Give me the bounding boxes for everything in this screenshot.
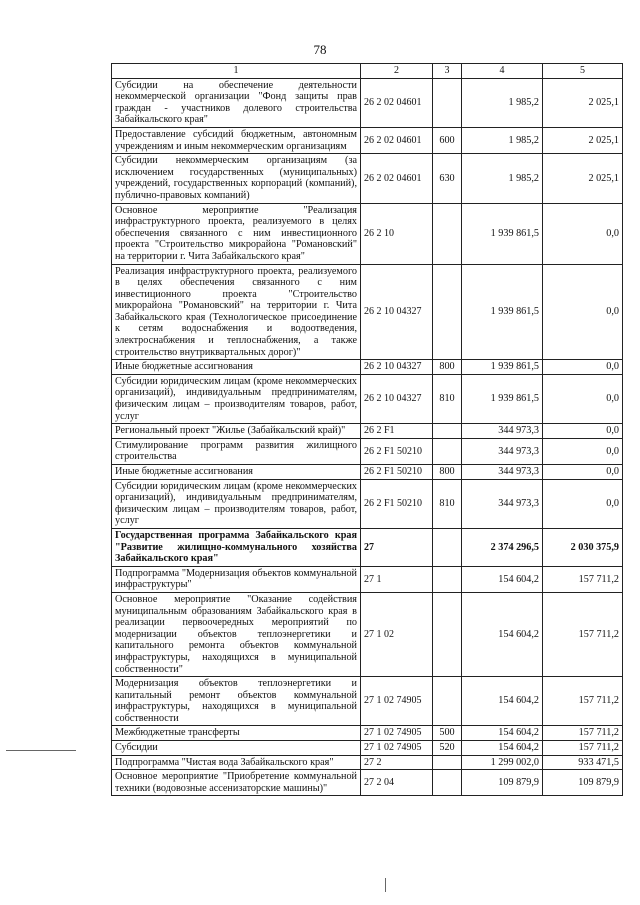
row-amount-year2-cell: 157 711,2 — [543, 741, 623, 756]
row-amount-year2-cell: 0,0 — [543, 424, 623, 439]
row-amount-year2-cell: 0,0 — [543, 360, 623, 375]
row-amount-year1-cell: 2 374 296,5 — [462, 528, 543, 566]
row-amount-year2-cell: 157 711,2 — [543, 566, 623, 592]
row-expense-type-cell: 600 — [433, 127, 462, 153]
row-code-cell: 26 2 F1 50210 — [361, 438, 433, 464]
table-row — [112, 479, 623, 528]
row-code-cell: 26 2 10 04327 — [361, 374, 433, 423]
row-name-cell: Стимулирование программ развития жилищного строительства — [112, 438, 361, 464]
header-row — [112, 64, 623, 79]
row-code-cell: 26 2 02 04601 — [361, 78, 433, 127]
scan-mark — [6, 750, 76, 751]
table-row — [112, 78, 623, 127]
row-expense-type-cell — [433, 592, 462, 676]
row-amount-year2-cell: 157 711,2 — [543, 592, 623, 676]
row-expense-type-cell: 800 — [433, 465, 462, 480]
table-row — [112, 203, 623, 264]
row-code-cell: 27 1 — [361, 566, 433, 592]
row-amount-year1-cell: 1 939 861,5 — [462, 203, 543, 264]
row-expense-type-cell: 810 — [433, 479, 462, 528]
row-amount-year1-cell: 344 973,3 — [462, 465, 543, 480]
table-row — [112, 566, 623, 592]
row-name-cell: Субсидии некоммерческим организациям (за исключением государственных (муниципальных) учреждений, государственных корпораций (компаний), публично-правовых компаний) — [112, 154, 361, 203]
row-amount-year1-cell: 1 299 002,0 — [462, 755, 543, 770]
row-amount-year2-cell: 2 025,1 — [543, 78, 623, 127]
budget-table — [111, 63, 623, 796]
row-expense-type-cell — [433, 78, 462, 127]
row-name-cell: Субсидии юридическим лицам (кроме некоммерческих организаций), индивидуальным предпринимателям, физическим лицам – производителям товаров, работ, услуг — [112, 374, 361, 423]
row-expense-type-cell — [433, 566, 462, 592]
row-amount-year2-cell: 0,0 — [543, 374, 623, 423]
page-number: 78 — [313, 42, 327, 57]
row-name-cell: Предоставление субсидий бюджетным, автономным учреждениям и иным некоммерческим организациям — [112, 127, 361, 153]
row-expense-type-cell — [433, 438, 462, 464]
row-amount-year2-cell: 0,0 — [543, 203, 623, 264]
row-expense-type-cell: 810 — [433, 374, 462, 423]
row-expense-type-cell — [433, 203, 462, 264]
table-row — [112, 374, 623, 423]
row-name-cell: Реализация инфраструктурного проекта, реализуемого в целях обеспечения связанного с ним инвестиционного проекта "Строительство микрорайона "Романовский" на территории г. Чита Забайкальского края (Технологическое присоединение к сетям водоснабжения и водоотведения, электроснабжения и теплоснабжения, а также строительство внутриквартальных дорог)" — [112, 264, 361, 360]
row-amount-year1-cell: 1 985,2 — [462, 127, 543, 153]
row-code-cell: 27 2 — [361, 755, 433, 770]
row-code-cell: 26 2 10 — [361, 203, 433, 264]
table-row — [112, 770, 623, 796]
row-name-cell: Иные бюджетные ассигнования — [112, 360, 361, 375]
row-name-cell: Субсидии на обеспечение деятельности некоммерческой организации "Фонд защиты прав граждан - участников долевого строительства Забайкальского края" — [112, 78, 361, 127]
row-expense-type-cell — [433, 677, 462, 726]
table-row — [112, 424, 623, 439]
header-cell: 1 — [112, 64, 361, 79]
row-code-cell: 26 2 02 04601 — [361, 127, 433, 153]
row-name-cell: Субсидии юридическим лицам (кроме некоммерческих организаций), индивидуальным предпринимателям, физическим лицам – производителям товаров, работ, услуг — [112, 479, 361, 528]
row-name-cell: Основное мероприятие "Реализация инфраструктурного проекта, реализуемого в целях обеспечения связанного с ним инвестиционного проекта "Строительство микрорайона "Романовский" на территории г. Чита Забайкальского края" — [112, 203, 361, 264]
scan-mark — [385, 878, 386, 892]
row-amount-year1-cell: 1 985,2 — [462, 78, 543, 127]
table-row — [112, 465, 623, 480]
row-amount-year1-cell: 154 604,2 — [462, 741, 543, 756]
row-expense-type-cell: 630 — [433, 154, 462, 203]
row-name-cell: Модернизация объектов теплоэнергетики и капитальный ремонт объектов коммунальной инфраструктуры, находящихся в муниципальной собственности — [112, 677, 361, 726]
row-amount-year2-cell: 2 030 375,9 — [543, 528, 623, 566]
row-name-cell: Субсидии — [112, 741, 361, 756]
row-amount-year1-cell: 344 973,3 — [462, 438, 543, 464]
table-row — [112, 741, 623, 756]
header-cell: 2 — [361, 64, 433, 79]
table-row — [112, 677, 623, 726]
row-amount-year2-cell: 2 025,1 — [543, 127, 623, 153]
row-name-cell: Подпрограмма "Модернизация объектов коммунальной инфраструктуры" — [112, 566, 361, 592]
row-name-cell: Основное мероприятие "Приобретение коммунальной техники (водовозные ассенизаторские машины)" — [112, 770, 361, 796]
table-row — [112, 726, 623, 741]
table-row — [112, 127, 623, 153]
row-code-cell: 27 — [361, 528, 433, 566]
row-expense-type-cell: 800 — [433, 360, 462, 375]
row-amount-year2-cell: 109 879,9 — [543, 770, 623, 796]
row-amount-year2-cell: 2 025,1 — [543, 154, 623, 203]
row-amount-year1-cell: 1 939 861,5 — [462, 264, 543, 360]
row-amount-year2-cell: 0,0 — [543, 465, 623, 480]
header-cell: 4 — [462, 64, 543, 79]
row-expense-type-cell: 500 — [433, 726, 462, 741]
row-amount-year1-cell: 154 604,2 — [462, 677, 543, 726]
row-code-cell: 26 2 F1 — [361, 424, 433, 439]
table-row — [112, 755, 623, 770]
row-amount-year1-cell: 344 973,3 — [462, 424, 543, 439]
header-cell: 5 — [543, 64, 623, 79]
row-amount-year1-cell: 344 973,3 — [462, 479, 543, 528]
row-amount-year1-cell: 1 985,2 — [462, 154, 543, 203]
row-code-cell: 27 2 04 — [361, 770, 433, 796]
row-name-cell: Государственная программа Забайкальского края "Развитие жилищно-коммунального хозяйства Забайкальского края" — [112, 528, 361, 566]
row-name-cell: Региональный проект "Жилье (Забайкальский край)" — [112, 424, 361, 439]
row-amount-year2-cell: 0,0 — [543, 264, 623, 360]
table-row — [112, 154, 623, 203]
row-amount-year1-cell: 1 939 861,5 — [462, 360, 543, 375]
row-amount-year1-cell: 1 939 861,5 — [462, 374, 543, 423]
row-amount-year1-cell: 109 879,9 — [462, 770, 543, 796]
table-row — [112, 360, 623, 375]
table-row — [112, 438, 623, 464]
row-amount-year1-cell: 154 604,2 — [462, 592, 543, 676]
row-expense-type-cell — [433, 770, 462, 796]
row-expense-type-cell — [433, 755, 462, 770]
row-code-cell: 27 1 02 74905 — [361, 726, 433, 741]
row-name-cell: Основное мероприятие "Оказание содействия муниципальным образованиям Забайкальского края в реализации первоочередных мероприятий по модернизации объектов теплоэнергетики и капитального ремонта объектов коммунальной инфраструктуры, находящихся в муниципальной собственности" — [112, 592, 361, 676]
table-row — [112, 528, 623, 566]
row-code-cell: 27 1 02 — [361, 592, 433, 676]
row-amount-year1-cell: 154 604,2 — [462, 726, 543, 741]
row-amount-year1-cell: 154 604,2 — [462, 566, 543, 592]
row-amount-year2-cell: 0,0 — [543, 438, 623, 464]
row-expense-type-cell: 520 — [433, 741, 462, 756]
row-code-cell: 26 2 10 04327 — [361, 264, 433, 360]
row-amount-year2-cell: 157 711,2 — [543, 677, 623, 726]
row-name-cell: Иные бюджетные ассигнования — [112, 465, 361, 480]
row-expense-type-cell — [433, 528, 462, 566]
row-code-cell: 27 1 02 74905 — [361, 677, 433, 726]
row-code-cell: 26 2 02 04601 — [361, 154, 433, 203]
row-amount-year2-cell: 933 471,5 — [543, 755, 623, 770]
row-name-cell: Межбюджетные трансферты — [112, 726, 361, 741]
table-row — [112, 592, 623, 676]
row-expense-type-cell — [433, 424, 462, 439]
row-amount-year2-cell: 0,0 — [543, 479, 623, 528]
row-expense-type-cell — [433, 264, 462, 360]
table-row — [112, 264, 623, 360]
header-cell: 3 — [433, 64, 462, 79]
row-amount-year2-cell: 157 711,2 — [543, 726, 623, 741]
row-code-cell: 26 2 F1 50210 — [361, 465, 433, 480]
row-name-cell: Подпрограмма "Чистая вода Забайкальского края" — [112, 755, 361, 770]
row-code-cell: 27 1 02 74905 — [361, 741, 433, 756]
row-code-cell: 26 2 F1 50210 — [361, 479, 433, 528]
row-code-cell: 26 2 10 04327 — [361, 360, 433, 375]
